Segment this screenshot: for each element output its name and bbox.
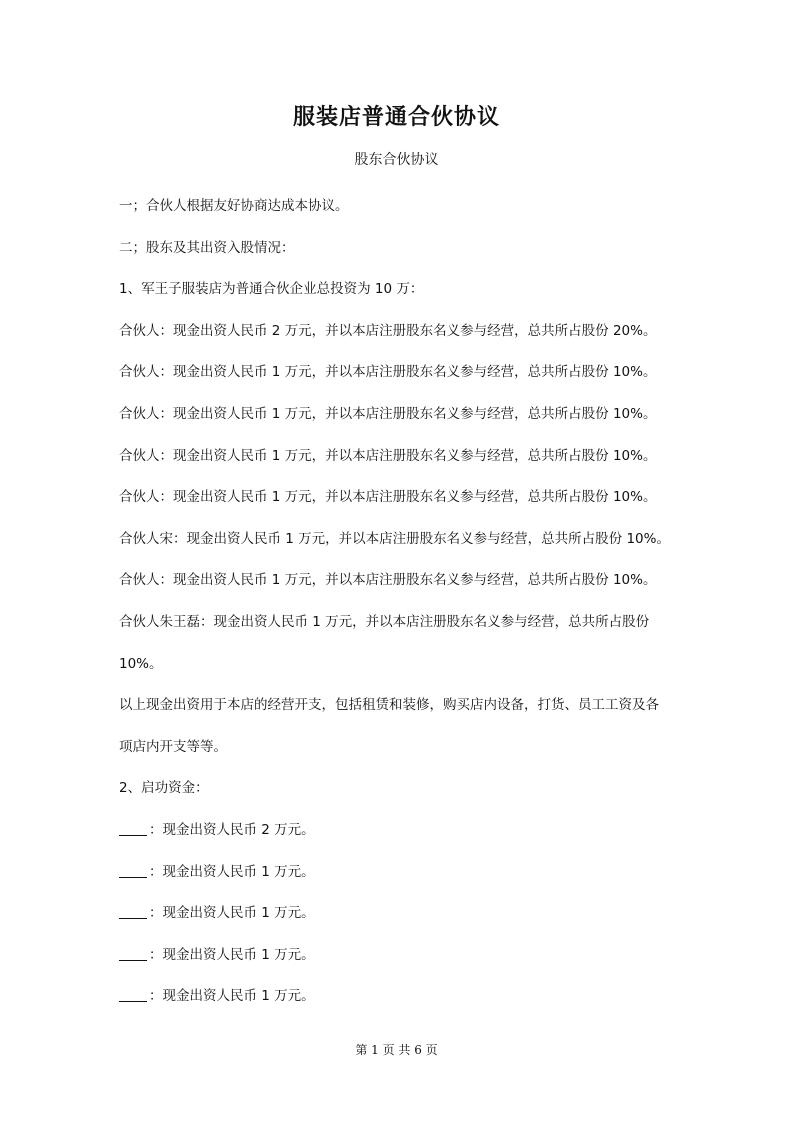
partner-line-continued: 10%。 (119, 655, 163, 672)
blank-underline (119, 904, 147, 919)
blank-entry-text: ：现金出资人民币 1 万元。 (149, 946, 315, 963)
partner-line: 合伙人宋：现金出资人民币 1 万元，并以本店注册股东名义参与经营，总共所占股份 10%。 (119, 530, 670, 547)
blank-underline (119, 946, 147, 961)
partner-line: 合伙人朱王磊：现金出资人民币 1 万元，并以本店注册股东名义参与经营，总共所占股份 (119, 613, 650, 630)
section-heading: 2、启功资金： (119, 780, 209, 797)
blank-underline (119, 821, 147, 836)
document-subtitle: 股东合伙协议 (354, 152, 439, 168)
blank-entry-text: ：现金出资人民币 1 万元。 (149, 905, 315, 922)
blank-entry-text: ：现金出资人民币 1 万元。 (149, 863, 315, 880)
partner-line: 合伙人：现金出资人民币 1 万元，并以本店注册股东名义参与经营，总共所占股份 10%。 (119, 447, 657, 464)
paragraph-line: 以上现金出资用于本店的经营开支，包括租赁和装修，购买店内设备，打货、员工工资及各 (119, 697, 659, 714)
partner-line: 合伙人：现金出资人民币 1 万元，并以本店注册股东名义参与经营，总共所占股份 10%。 (119, 572, 657, 589)
paragraph-line: 二；股东及其出资入股情况： (119, 239, 295, 256)
paragraph-line-continued: 项店内开支等等。 (119, 738, 227, 755)
partner-line: 合伙人：现金出资人民币 1 万元，并以本店注册股东名义参与经营，总共所占股份 10%。 (119, 489, 657, 506)
blank-entry-line (119, 893, 679, 935)
blank-entry-line (119, 810, 679, 852)
blank-entry-text: ：现金出资人民币 1 万元。 (149, 988, 315, 1005)
partner-line: 合伙人：现金出资人民币 1 万元，并以本店注册股东名义参与经营，总共所占股份 10%。 (119, 405, 657, 422)
partner-line: 合伙人：现金出资人民币 1 万元，并以本店注册股东名义参与经营，总共所占股份 10%。 (119, 364, 657, 381)
blank-underline (119, 863, 147, 878)
partner-line: 合伙人：现金出资人民币 2 万元，并以本店注册股东名义参与经营，总共所占股份 20%。 (119, 322, 657, 339)
page-footer: 第 1 页 共 6 页 (355, 1043, 438, 1057)
paragraph-line: 1、军王子服装店为普通合伙企业总投资为 10 万： (119, 281, 424, 298)
blank-entry-line (119, 935, 679, 977)
blank-entry-text: ：现金出资人民币 2 万元。 (149, 821, 315, 838)
blank-underline (119, 987, 147, 1002)
blank-entry-line (119, 852, 679, 894)
document-body (119, 186, 679, 1018)
document-title: 服装店普通合伙协议 (292, 104, 500, 130)
blank-entry-line (119, 976, 679, 1018)
paragraph-line: 一；合伙人根据友好协商达成本协议。 (119, 198, 349, 214)
